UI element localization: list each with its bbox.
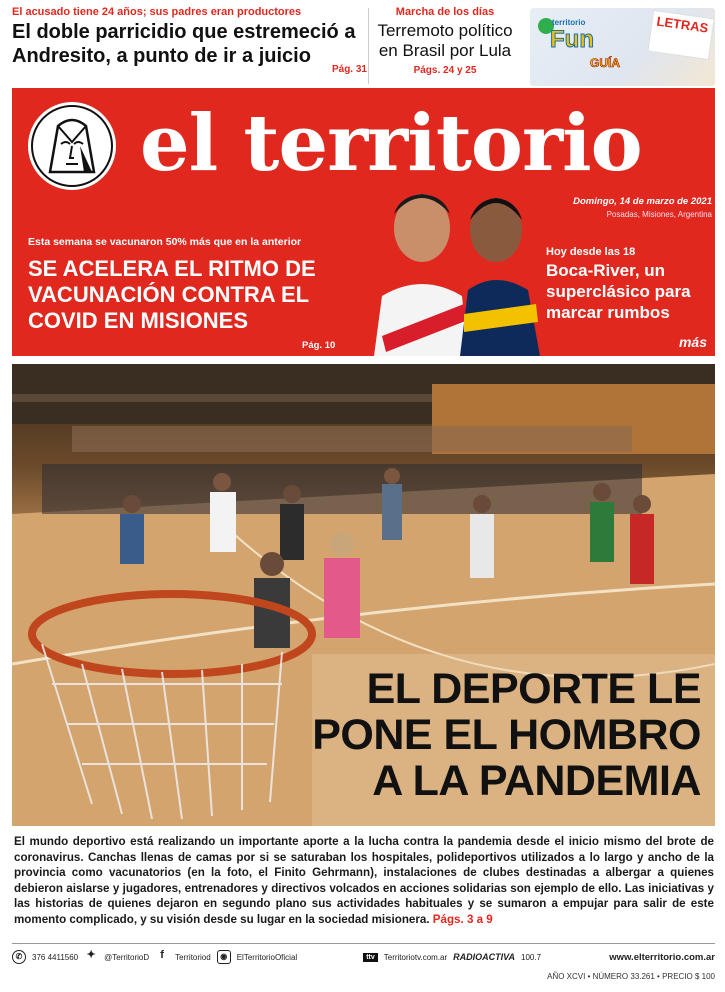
- letras-magazine: [647, 10, 714, 60]
- fun-logo: [538, 18, 602, 58]
- footer: [12, 949, 715, 965]
- headline-line: A LA PANDEMIA: [372, 757, 701, 805]
- vaccination-page-ref: Pág. 10: [302, 340, 336, 351]
- whatsapp-icon: ✆: [12, 950, 26, 964]
- date: Domingo, 14 de marzo de 2021: [573, 196, 712, 207]
- vaccination-kicker: Esta semana se vacunaron 50% más que en la anterior: [28, 236, 302, 248]
- story-page-ref[interactable]: Págs. 3 a 9: [432, 912, 493, 926]
- fun-brand: Fun: [550, 26, 594, 53]
- teaser-page-ref: Págs. 24 y 25: [413, 65, 477, 76]
- masthead: [12, 88, 715, 356]
- teaser-page-ref: Pág. 31: [331, 64, 367, 75]
- footer-rule: [12, 943, 715, 944]
- boca-kicker: Hoy desde las 18: [546, 246, 636, 258]
- divider: [368, 8, 369, 84]
- teaser-headline[interactable]: El doble parricidio que estremeció a Andresito, a punto de ir a juicio: [12, 21, 356, 67]
- teaser-kicker: El acusado tiene 24 años; sus padres eran productores: [12, 6, 302, 18]
- boca-headline[interactable]: Boca-River, un superclásico para marcar rumbos: [546, 261, 691, 322]
- mas-section-label: más: [678, 334, 707, 350]
- football-players-photo: [364, 186, 544, 356]
- tv-badge: ttv: [363, 953, 378, 962]
- headline-line: EL DEPORTE LE: [366, 665, 701, 713]
- teaser-brasil[interactable]: [375, 6, 515, 76]
- teaser-parricide[interactable]: [12, 6, 367, 75]
- face-logo-icon: [28, 102, 116, 190]
- main-headline[interactable]: [312, 666, 701, 804]
- footer-phone[interactable]: 376 4411560: [32, 952, 79, 962]
- story-text: El mundo deportivo está realizando un importante aporte a la lucha contra la pandemia desde el inicio mismo del brote de coronavirus. Canchas llenas de camas por si se saturaban los hospitales, polideportivos utilizados a lo largo y ancho de la provincia como vacunatorios (en la foto, el Finito Gehrmann), instalaciones de clubes destinadas a albergar a quienes debieron aislarse y jugadores, entrenadores y directivos volcados en acciones solidarias son ejemplo de ello. Las iniciativas y las historias de quienes dejaron en segundo plano sus actividades habituales y se sumaron a empujar para salir de este momento complicado, y su visión desde su lugar en la sociedad misionera.: [14, 835, 714, 926]
- footer-website[interactable]: www.elterritorio.com.ar: [609, 951, 715, 963]
- vaccination-headline[interactable]: SE ACELERA EL RITMO DE VACUNACIÓN CONTRA EL COVID EN MISIONES: [28, 256, 316, 333]
- footer-facebook[interactable]: Territoriod: [175, 952, 211, 962]
- letras-label: LETRAS: [655, 13, 710, 36]
- teaser-kicker: Marcha de los días: [395, 6, 495, 18]
- location: Posadas, Misiones, Argentina: [606, 210, 712, 219]
- footer-radio[interactable]: RADIOACTIVA: [453, 952, 516, 962]
- headline-line: PONE EL HOMBRO: [312, 711, 701, 759]
- teaser-headline[interactable]: Terremoto político en Brasil por Lula: [377, 21, 513, 60]
- main-story-body: [14, 834, 714, 928]
- footer-twitter[interactable]: @TerritorioD: [104, 952, 150, 962]
- instagram-icon: ◉: [217, 950, 231, 964]
- masthead-title[interactable]: el territorio: [140, 98, 642, 189]
- masthead-logo[interactable]: [28, 102, 116, 190]
- twitter-icon: ✦: [86, 949, 96, 961]
- supplement-teaser[interactable]: [530, 8, 715, 86]
- guia-label: GUÍA: [590, 56, 620, 70]
- footer-instagram[interactable]: ElTerritorioOficial: [236, 952, 298, 962]
- footer-tv-site[interactable]: Territoriotv.com.ar: [383, 952, 448, 962]
- footer-radio-freq: 100.7: [521, 952, 542, 962]
- facebook-icon: f: [160, 949, 164, 961]
- main-photo: [12, 364, 715, 826]
- edition-info: AÑO XCVI • NÚMERO 33.261 • PRECIO $ 100: [547, 972, 715, 981]
- fun-brand-small: territorio: [552, 18, 586, 27]
